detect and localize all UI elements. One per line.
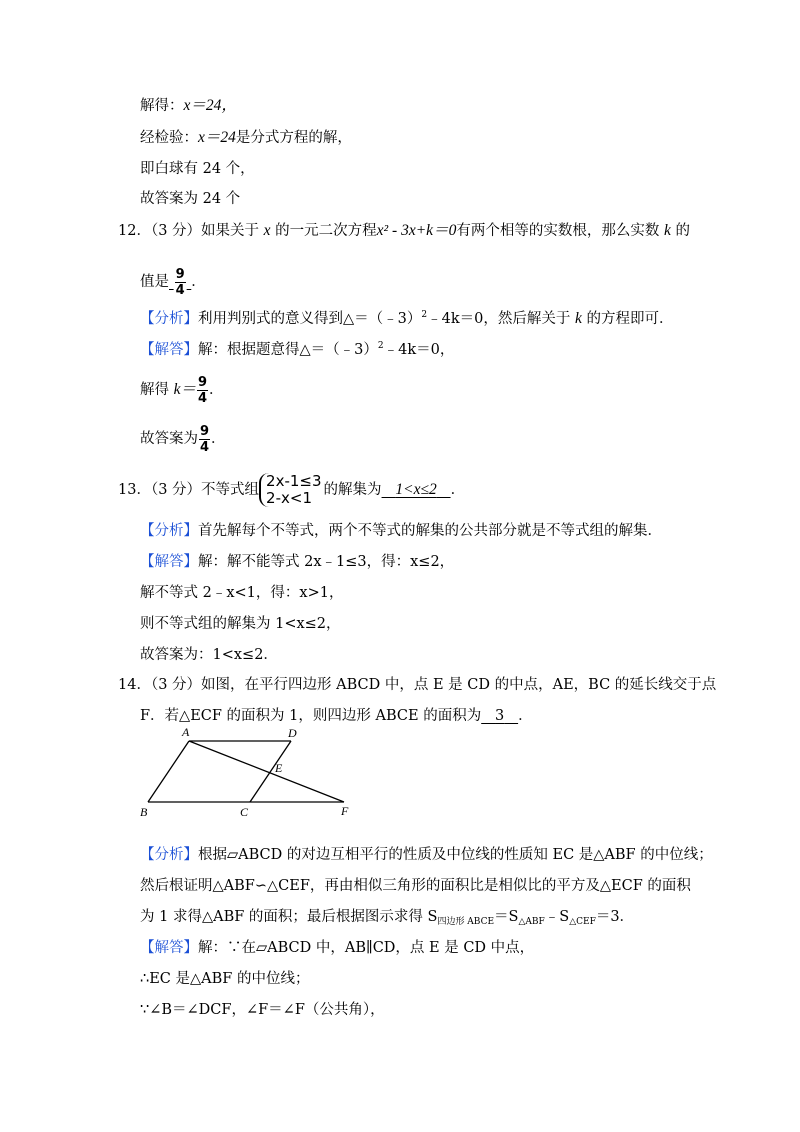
analysis-tag: 【分析】 bbox=[140, 311, 198, 327]
q13-answer: 1<x≤2 bbox=[395, 481, 437, 498]
label-b: B bbox=[140, 805, 148, 819]
segment-ab bbox=[148, 741, 189, 802]
label-f: F bbox=[341, 804, 349, 818]
q12-stem-line-2: 值是 $\frac{9}{4}$ ． bbox=[140, 266, 206, 298]
q14-sol-line-3: ∵∠B＝∠DCF，∠F＝∠F（公共角）， bbox=[140, 1002, 385, 1018]
q14-stem-line-1: 14．（3 分）如图，在平行四边形 ABCD 中，点 E 是 CD 的中点，AE，BC 的延长线交于点 bbox=[118, 677, 717, 693]
solution-tag: 【解答】 bbox=[140, 342, 198, 358]
prev-line-1: 解得：x＝24， bbox=[140, 97, 237, 114]
q13-analysis: 【分析】首先解每个不等式，两个不等式的解集的公共部分就是不等式组的解集． bbox=[140, 523, 662, 539]
q12-result: 解得 k＝ $\frac{9}{4}$ ． bbox=[140, 374, 224, 406]
solution-tag: 【解答】 bbox=[140, 940, 198, 956]
q13-solution: 【解答】解：解不能等式 2x﹣1≤3，得：x≤2， bbox=[140, 554, 455, 570]
analysis-tag: 【分析】 bbox=[140, 847, 198, 863]
q12-analysis: 【分析】利用判别式的意义得到△＝（﹣3）$^2$﹣4k＝0，然后解关于 k 的方程即可． bbox=[140, 310, 674, 327]
q14-answer: 3 bbox=[495, 708, 505, 724]
analysis-tag: 【分析】 bbox=[140, 523, 198, 539]
q13-sol-line-3: 则不等式组的解集为 1<x≤2， bbox=[140, 616, 341, 632]
q12-final: 故答案为 $\frac{9}{4}$ ． bbox=[140, 423, 226, 455]
segment-af bbox=[189, 741, 344, 802]
parallelogram-figure bbox=[130, 720, 370, 830]
q14-analysis: 【分析】根据▱ABCD 的对边互相平行的性质及中位线的性质知 EC 是△ABF 的中位线； bbox=[140, 847, 713, 863]
q12-answer: $\frac{9}{4}$ bbox=[175, 266, 185, 298]
prev-line-3: 即白球有 24 个， bbox=[140, 161, 255, 177]
label-a: A bbox=[182, 725, 190, 739]
label-d: D bbox=[288, 726, 297, 740]
q14-stem-line-2: F．若△ECF 的面积为 1，则四边形 ABCE 的面积为 3 ． bbox=[140, 708, 533, 724]
label-e: E bbox=[275, 761, 283, 775]
prev-line-4: 故答案为 24 个 bbox=[140, 191, 241, 207]
label-c: C bbox=[240, 805, 249, 819]
q14-analysis-line-2: 然后根证明△ABF∽△CEF，再由相似三角形的面积比是相似比的平方及△ECF 的面积 bbox=[140, 878, 691, 894]
prev-line-2: 经检验：x＝24是分式方程的解， bbox=[140, 129, 352, 146]
q14-sol-line-2: ∴EC 是△ABF 的中位线； bbox=[140, 971, 310, 987]
inequality-system: 2x-1≤3 2-x<1 bbox=[259, 473, 322, 507]
q12-stem-line-1: 12．（3 分）如果关于 x 的一元二次方程x² - 3x+k＝0有两个相等的实数根，那么实数 k 的 bbox=[118, 222, 690, 239]
q14-analysis-line-3: 为 1 求得△ABF 的面积；最后根据图示求得 $S_{四边形 ABCE}=S_{\triangle ABF}﹣S_{\triangle CEF}=3$． bbox=[140, 909, 635, 927]
q13-sol-line-4: 故答案为：1<x≤2． bbox=[140, 647, 278, 663]
solution-tag: 【解答】 bbox=[140, 554, 198, 570]
q13-sol-line-2: 解不等式 2﹣x<1，得：x>1， bbox=[140, 585, 344, 601]
q14-solution: 【解答】解：∵在▱ABCD 中，AB∥CD，点 E 是 CD 中点， bbox=[140, 940, 535, 956]
q12-solution: 【解答】解：根据题意得△＝（﹣3）$^2$﹣4k＝0， bbox=[140, 341, 455, 358]
segment-dc bbox=[250, 741, 291, 802]
q13-stem: 13．（3 分）不等式组 2x-1≤3 2-x<1 的解集为 1<x≤2 ． bbox=[118, 472, 466, 507]
